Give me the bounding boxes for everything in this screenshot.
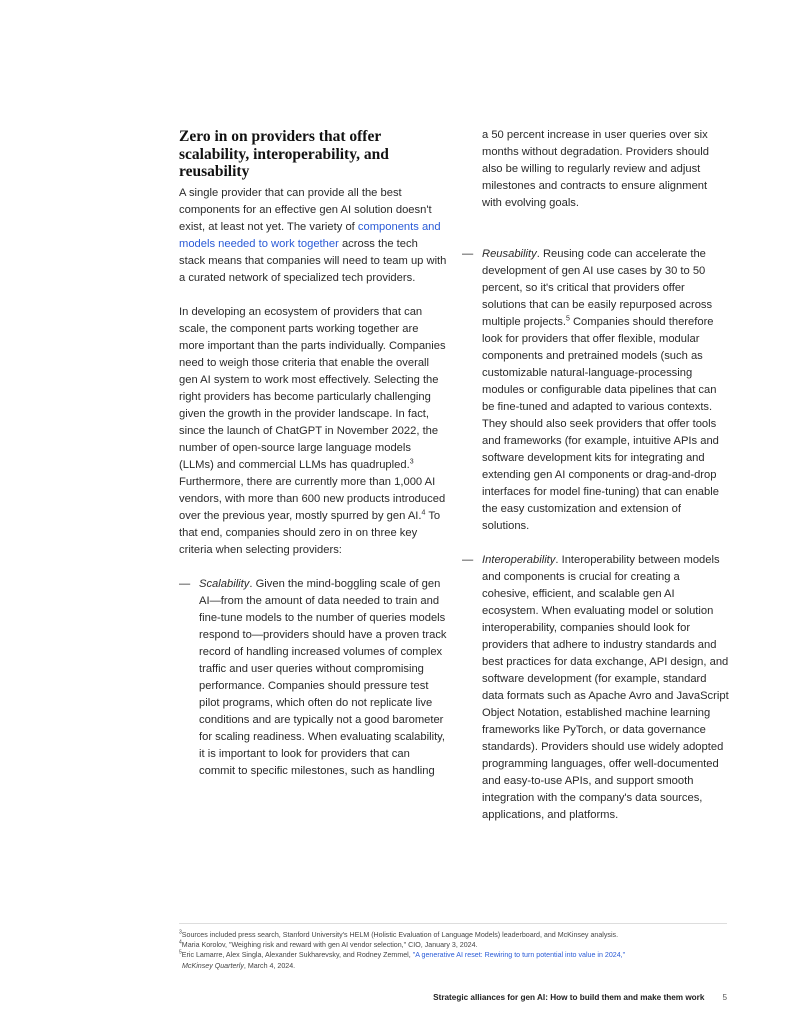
left-column [179,185,447,780]
reusability-text-2: Companies should therefore look for providers that offer flexible, modular components and pretrained models (such as customizable natural-language-processing modules or configurable data pipelines that can be fine-tuned and adapted to various contexts. They should also seek providers that offer tools and frameworks (for example, intuitive APIs and software development kits for integrating and extending gen AI components or drag-and-drop interfaces for model fine-tuning) that can enable the easy customization and extension of solutions. [482,316,719,532]
interoperability-text: . Interoperability between models and components is crucial for creating a cohesive, efficient, and scalable gen AI ecosystem. When evaluating model or solution interoperability, companies should look for providers that adhere to industry standards and best practices for data exchange, API design, and software development (for example, standard data formats such as Apache Avro and JavaScript Object Notation, established machine learning frameworks like PyTorch, or data governance standards). Providers should use widely adopted programming languages, offer well-documented and easy-to-use APIs, and support smooth integration with the company's data sources, applications, and platforms. [482,554,729,821]
ecosystem-text-2: Furthermore, there are currently more than 1,000 AI vendors, with more than 600 new products introduced over the previous year, mostly spurred by gen AI. [179,476,446,522]
list-item-scalability [179,576,447,780]
list-item-reusability [462,246,730,535]
footnote-text: Sources included press search, Stanford University's HELM (Holistic Evaluation of Language Models) leaderboard, and McKinsey analysis. [181,931,619,939]
footnote-ref-4[interactable]: 4 [421,509,426,517]
components-link[interactable]: components and models needed to work together [179,221,441,250]
footnote-5 [179,950,727,970]
footnote-number: 3 [179,929,182,936]
right-column [462,127,730,824]
article-link[interactable]: "A generative AI reset: Rewiring to turn potential into value in 2024," [412,951,626,960]
list-item-interoperability [462,552,730,824]
dash-bullet: — [462,248,474,260]
footnote-number: 4 [179,939,182,946]
footnote-ref-3[interactable]: 3 [409,458,414,466]
footnote-date: , March 4, 2024. [243,961,296,970]
footnote-ref-5[interactable]: 5 [565,315,570,323]
intro-paragraph [179,185,447,287]
footnote-text: Maria Korolov, "Weighing risk and reward with gen AI vendor selection," CIO, January 3, 2024. [181,941,478,950]
section-heading: Zero in on providers that offer scalability, interoperability, and reusability [179,128,389,180]
ecosystem-text-1: In developing an ecosystem of providers that can scale, the component parts working together are more important than the parts individually. Companies need to weigh those criteria that enable the overall gen AI system to work most effectively. Selecting the right providers has become particularly challenging given the growth in the provider landscape. In fact, since the launch of ChatGPT in November 2022, the number of open-source large language models (LLMs) and commercial LLMs has quadrupled. [179,306,446,471]
journal-name: McKinsey Quarterly [182,961,244,970]
term-interoperability: Interoperability [482,554,556,566]
ecosystem-text-3: To that end, companies should zero in on three key criteria when selecting providers: [179,510,441,556]
term-scalability: Scalability [199,578,250,590]
scalability-continuation: a 50 percent increase in user queries over six months without degradation. Providers should also be willing to regularly review and adjust milestones and contracts to ensure alignment with evolving goals. [482,129,709,209]
page-footer [300,993,727,1002]
footnotes [179,923,727,971]
footnote-4 [179,940,727,950]
footnote-number: 5 [179,950,182,957]
dash-bullet: — [179,578,191,590]
reusability-text-1: . Reusing code can accelerate the development of gen AI use cases by 30 to 50 percent, so it's critical that providers offer solutions that can be easily repurposed across multiple projects. [482,248,713,328]
footnote-text: Eric Lamarre, Alex Singla, Alexander Sukharevsky, and Rodney Zemmel, [181,951,413,960]
scalability-text: . Given the mind-boggling scale of gen AI—from the amount of data needed to train and fine-tune models to the number of queries models respond to—providers should have a proven track record of handling increased volumes of complex traffic and user queries without compromising performance. Companies should pressure test pilot programs, which often do not replicate live conditions and are typically not a good barometer for scaling readiness. When evaluating scalability, it is important to look for providers that can commit to specific milestones, such as handling [199,578,447,777]
intro-text-start: A single provider that can provide all the best components for an effective gen AI solution doesn't exist, at least not yet. The variety of [179,187,432,233]
footer-title: Strategic alliances for gen AI: How to build them and make them work [433,993,705,1002]
footnote-3 [179,930,727,940]
dash-bullet: — [462,554,474,566]
term-reusability: Reusability [482,248,537,260]
ecosystem-paragraph [179,304,447,559]
page-number: 5 [722,993,727,1002]
intro-text-end: across the tech stack means that companies will need to team up with a curated network of specialized tech providers. [179,238,447,284]
